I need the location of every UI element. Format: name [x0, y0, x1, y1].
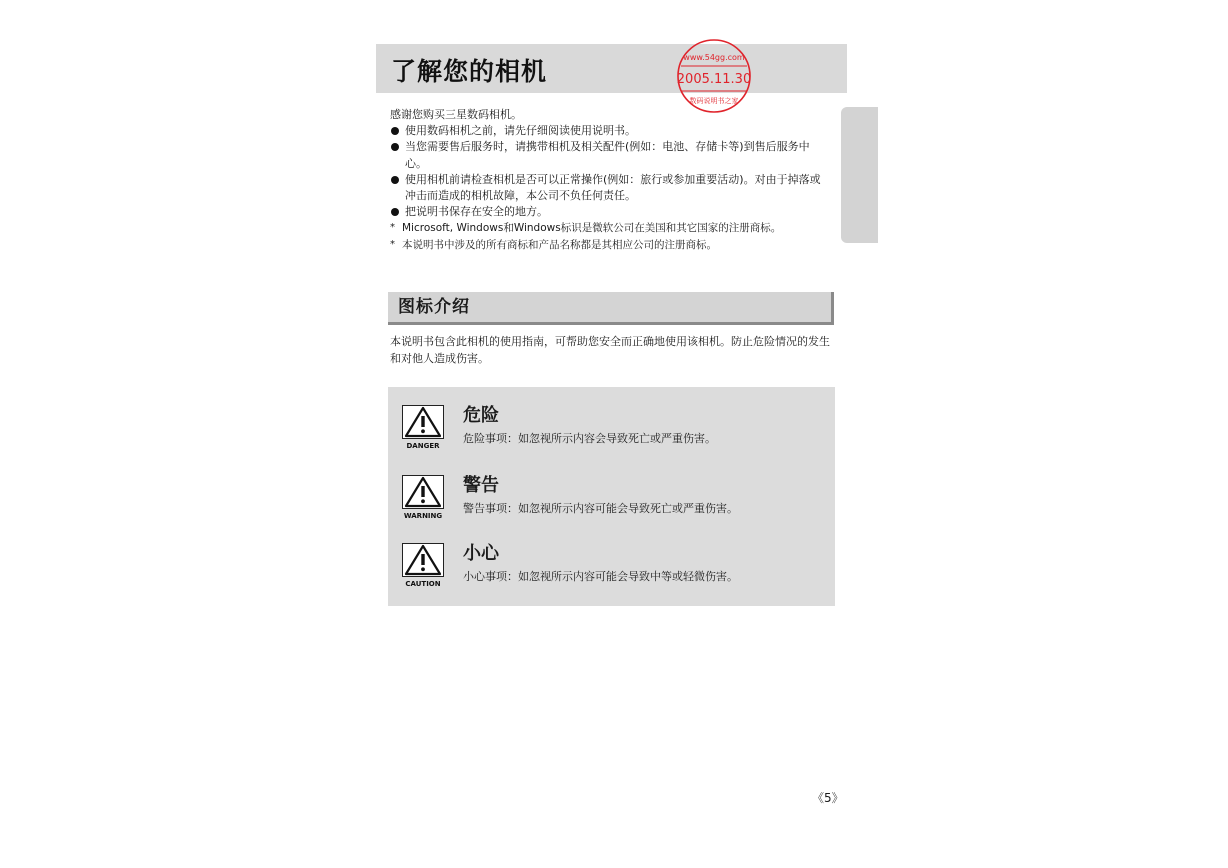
page-number: 《5》	[812, 791, 844, 805]
caution-heading: 小心	[463, 543, 499, 564]
note-text: Microsoft, Windows和Windows标识是微软公司在美国和其它国家的注册商标。	[402, 222, 782, 235]
warning-icon-label: WARNING	[403, 512, 443, 520]
bullet-text: 使用相机前请检查相机是否可以正常操作(例如：旅行或参加重要活动)。对由于掉落或冲击而造成的相机故障，本公司不负任何责任。	[405, 172, 821, 203]
intro-lead: 感谢您购买三星数码相机。	[390, 108, 522, 121]
stamp-caption: 数码说明书之家	[689, 97, 739, 105]
caution-icon-label: CAUTION	[405, 580, 441, 588]
section-title: 图标介绍	[398, 297, 470, 317]
safety-icons-box	[388, 387, 835, 606]
warning-heading: 警告	[463, 475, 499, 496]
stamp-date: 2005.11.30	[676, 72, 752, 87]
caution-text: 小心事项：如忽视所示内容可能会导致中等或轻微伤害。	[463, 570, 738, 583]
caution-icon	[402, 543, 444, 589]
bullet-dot	[391, 208, 399, 216]
bullet-item	[390, 139, 830, 171]
stamp-url: www.54gg.com	[683, 53, 745, 62]
page-title: 了解您的相机	[391, 57, 548, 86]
section-description: 本说明书包含此相机的使用指南，可帮助您安全而正确地使用该相机。防止危险情况的发生和对他人造成伤害。	[390, 335, 830, 365]
bullet-dot	[391, 127, 399, 135]
warning-text: 警告事项：如忽视所示内容可能会导致死亡或严重伤害。	[463, 502, 738, 515]
bullet-dot	[391, 176, 399, 184]
warning-item	[388, 475, 835, 535]
title-bar	[376, 44, 847, 93]
danger-heading: 危险	[463, 405, 499, 426]
note-text: 本说明书中涉及的所有商标和产品名称都是其相应公司的注册商标。	[402, 238, 717, 251]
bullet-text: 当您需要售后服务时，请携带相机及相关配件(例如：电池、存储卡等)到售后服务中心。	[405, 140, 810, 170]
intro-section	[390, 107, 830, 253]
danger-item	[388, 405, 835, 465]
bullet-text: 把说明书保存在安全的地方。	[405, 205, 548, 219]
side-tab	[841, 107, 878, 243]
bullet-item	[390, 204, 830, 220]
caution-item	[388, 543, 835, 603]
warning-icon	[402, 475, 444, 521]
section-header	[388, 292, 834, 325]
note-mark: *	[390, 238, 395, 250]
note-mark: *	[390, 222, 395, 234]
danger-text: 危险事项：如忽视所示内容会导致死亡或严重伤害。	[463, 432, 716, 445]
website-stamp	[674, 36, 754, 116]
bullet-item	[390, 123, 830, 139]
danger-icon-label: DANGER	[406, 442, 440, 450]
trademark-note	[390, 220, 830, 236]
trademark-note	[390, 237, 830, 253]
bullet-text: 使用数码相机之前，请先仔细阅读使用说明书。	[405, 124, 636, 138]
bullet-item	[390, 172, 830, 204]
danger-icon	[402, 405, 444, 451]
bullet-dot	[391, 143, 399, 151]
